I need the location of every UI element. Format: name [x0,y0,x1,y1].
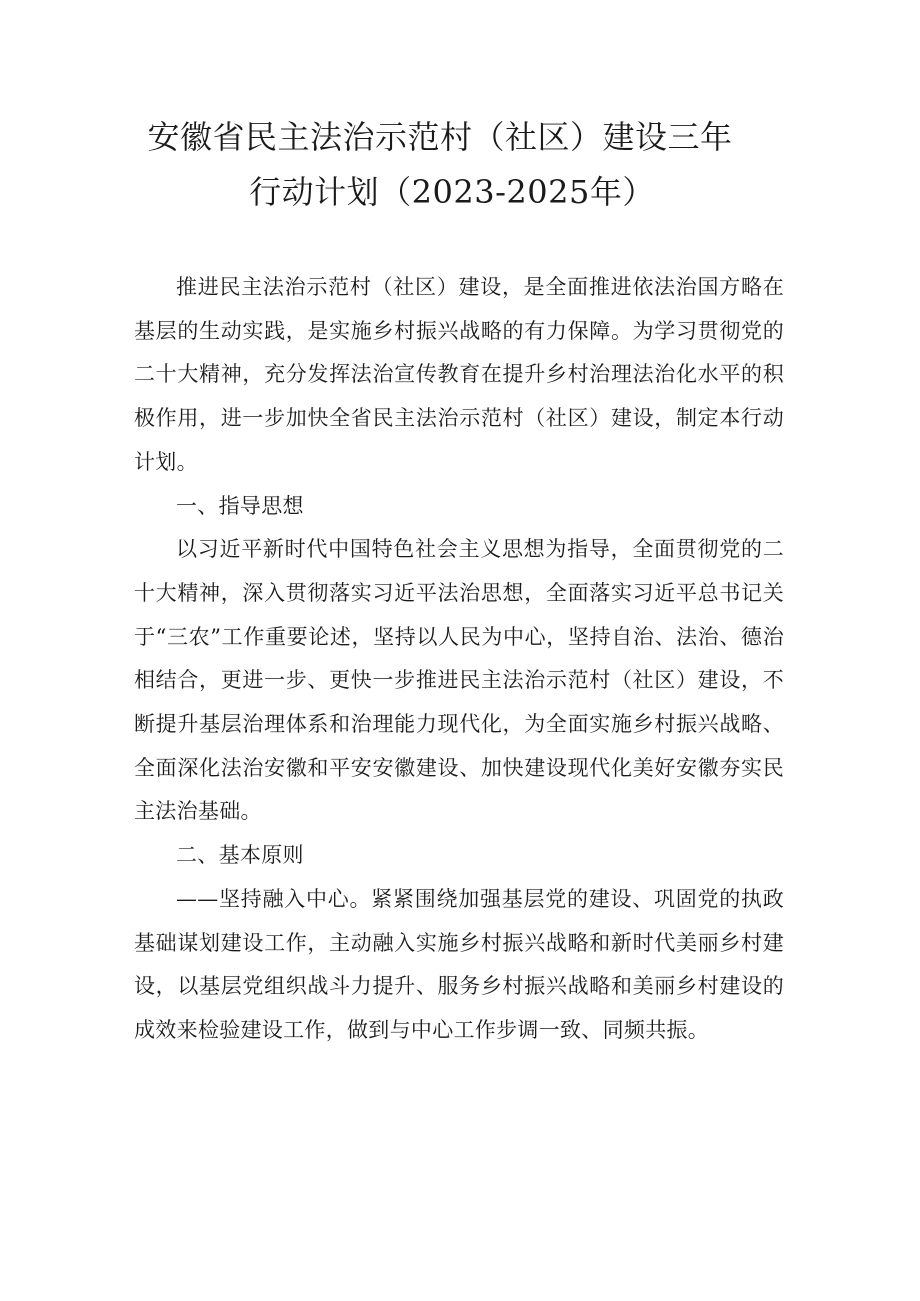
section-heading-guiding-thought: 一、指导思想 [176,493,304,518]
intro-paragraph: 推进民主法治示范村（社区）建设，是全面推进依法治国方略在基层的生动实践，是实施乡村振兴战略的有力保障。为学习贯彻党的二十大精神，充分发挥法治宣传教育在提升乡村治理法治化水平的积极作用，进一步加快全省民主法治示范村（社区）建设，制定本行动计划。 [134,275,784,474]
guiding-thought-paragraph: 以习近平新时代中国特色社会主义思想为指导，全面贯彻党的二十大精神，深入贯彻落实习近平法治思想，全面落实习近平总书记关于“三农”工作重要论述，坚持以人民为中心，坚持自治、法治、德治相结合，更进一步、更快一步推进民主法治示范村（社区）建设，不断提升基层治理体系和治理能力现代化，为全面实施乡村振兴战略、全面深化法治安徽和平安安徽建设、加快建设现代化美好安徽夯实民主法治基础。 [134,537,784,824]
section-heading-basic-principles: 二、基本原则 [176,843,304,868]
basic-principles-paragraph: ——坚持融入中心。紧紧围绕加强基层党的建设、巩固党的执政基础谋划建设工作，主动融入实施乡村振兴战略和新时代美丽乡村建设，以基层党组织战斗力提升、服务乡村振兴战略和美丽乡村建设的成效来检验建设工作，做到与中心工作步调一致、同频共振。 [134,886,784,1042]
document-body [134,266,784,1053]
document-title-line-2: 行动计划（2023-2025年） [249,173,655,211]
document-title-line-1: 安徽省民主法治示范村（社区）建设三年 [147,118,733,156]
